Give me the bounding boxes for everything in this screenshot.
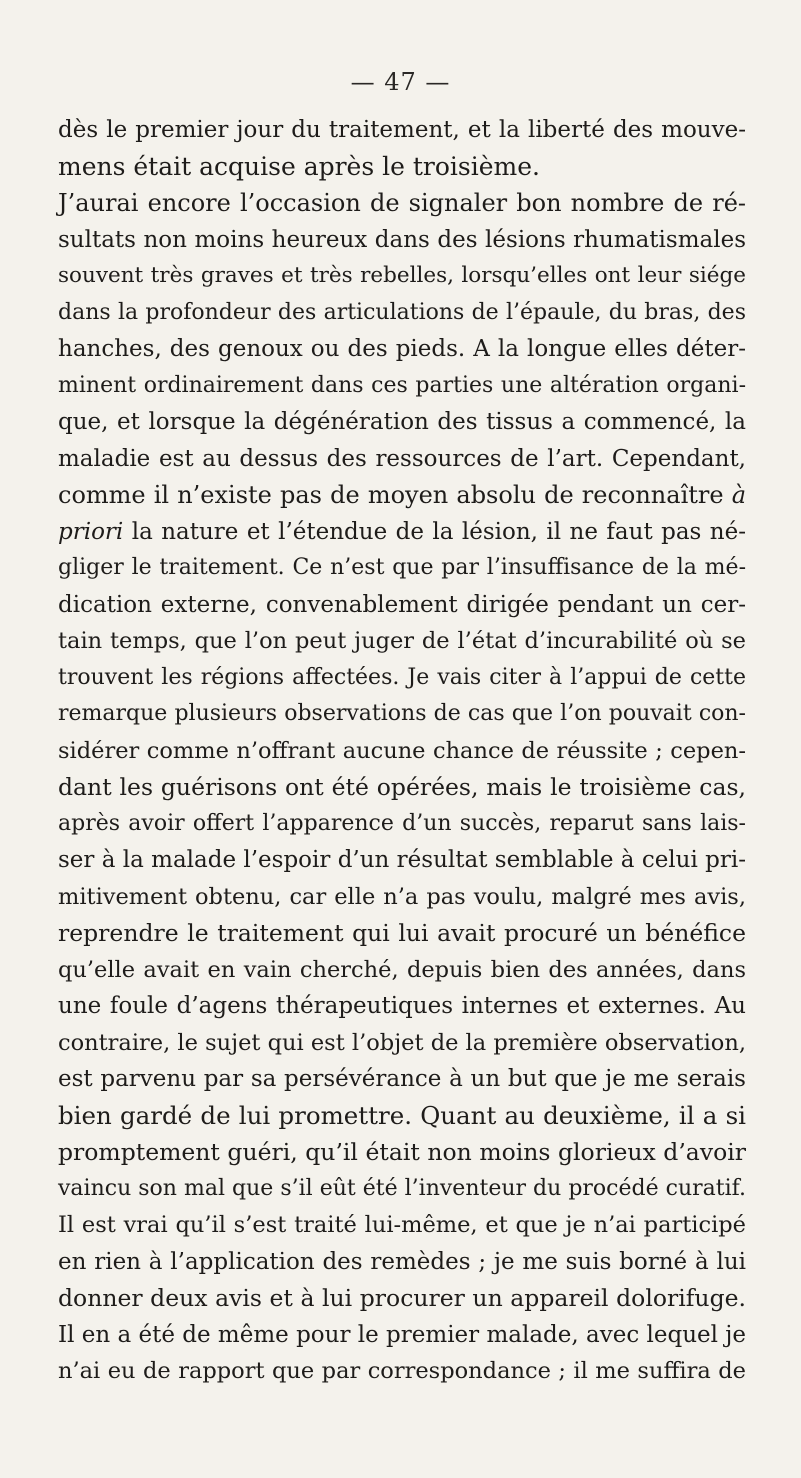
- text-line: ser à la malade l’espoir d’un résultat semblable à celui pri-: [58, 847, 746, 873]
- text-line: n’ai eu de rapport que par correspondance ; il me suffira de: [58, 1358, 746, 1384]
- text-line: dication externe, convenablement dirigée pendant un cer-: [58, 591, 746, 618]
- text-line: comme il n’existe pas de moyen absolu de reconnaître à: [58, 481, 746, 509]
- text-line: tain temps, que l’on peut juger de l’état d’incurabilité où se: [58, 628, 746, 654]
- text-line: minent ordinairement dans ces parties une altération organi-: [58, 372, 746, 398]
- text-line: souvent très graves et très rebelles, lorsqu’elles ont leur siége: [58, 263, 746, 288]
- text-line: maladie est au dessus des ressources de l’art. Cependant,: [58, 445, 746, 472]
- text-line: J’aurai encore l’occasion de signaler bon nombre de ré-: [58, 189, 746, 217]
- text-line: que, et lorsque la dégénération des tissus a commencé, la: [58, 409, 746, 435]
- text-line: en rien à l’application des remèdes ; je me suis borné à lui: [58, 1248, 746, 1275]
- text-line: est parvenu par sa persévérance à un but que je me serais: [58, 1066, 746, 1092]
- text-line: qu’elle avait en vain cherché, depuis bien des années, dans: [58, 956, 746, 983]
- text-line: trouvent les régions affectées. Je vais citer à l’appui de cette: [58, 664, 746, 690]
- text-line: dant les guérisons ont été opérées, mais le troisième cas,: [58, 773, 746, 801]
- text-line: contraire, le sujet qui est l’objet de la première observation,: [58, 1029, 746, 1056]
- text-line: Il en a été de même pour le premier malade, avec lequel je: [58, 1321, 747, 1348]
- text-line: bien gardé de lui promettre. Quant au deuxième, il a si: [58, 1100, 746, 1130]
- text-line: priori la nature et l’étendue de la lésion, il ne faut pas né-: [58, 518, 746, 545]
- text-line: mitivement obtenu, car elle n’a pas voulu, malgré mes avis,: [58, 883, 746, 910]
- text-line: une foule d’agens thérapeutiques internes et externes. Au: [58, 993, 746, 1019]
- text-line: gliger le traitement. Ce n’est que par l’insuffisance de la mé-: [58, 555, 746, 580]
- text-line: donner deux avis et à lui procurer un appareil dolorifuge.: [58, 1284, 746, 1312]
- text-line: dès le premier jour du traitement, et la liberté des mouve-: [58, 117, 746, 143]
- page-number-header: — 47 —: [350, 68, 451, 96]
- text-line: sultats non moins heureux dans des lésions rhumatismales: [58, 226, 746, 253]
- text-line: Il est vrai qu’il s’est traité lui-même, et que je n’ai participé: [58, 1212, 746, 1238]
- text-line: vaincu son mal que s’il eût été l’inventeur du procédé curatif.: [58, 1175, 746, 1201]
- text-line: mens était acquise après le troisième.: [58, 151, 540, 181]
- text-line: sidérer comme n’offrant aucune chance de réussite ; cepen-: [58, 737, 746, 764]
- body-text: [58, 112, 746, 1390]
- text-line: remarque plusieurs observations de cas que l’on pouvait con-: [58, 701, 746, 726]
- text-line: promptement guéri, qu’il était non moins glorieux d’avoir: [58, 1138, 746, 1166]
- text-line: reprendre le traitement qui lui avait procuré un bénéfice: [58, 919, 746, 947]
- text-line: après avoir offert l’apparence d’un succès, reparut sans lais-: [58, 810, 746, 836]
- text-line: dans la profondeur des articulations de l’épaule, du bras, des: [58, 299, 746, 325]
- text-line: hanches, des genoux ou des pieds. A la longue elles déter-: [58, 336, 746, 362]
